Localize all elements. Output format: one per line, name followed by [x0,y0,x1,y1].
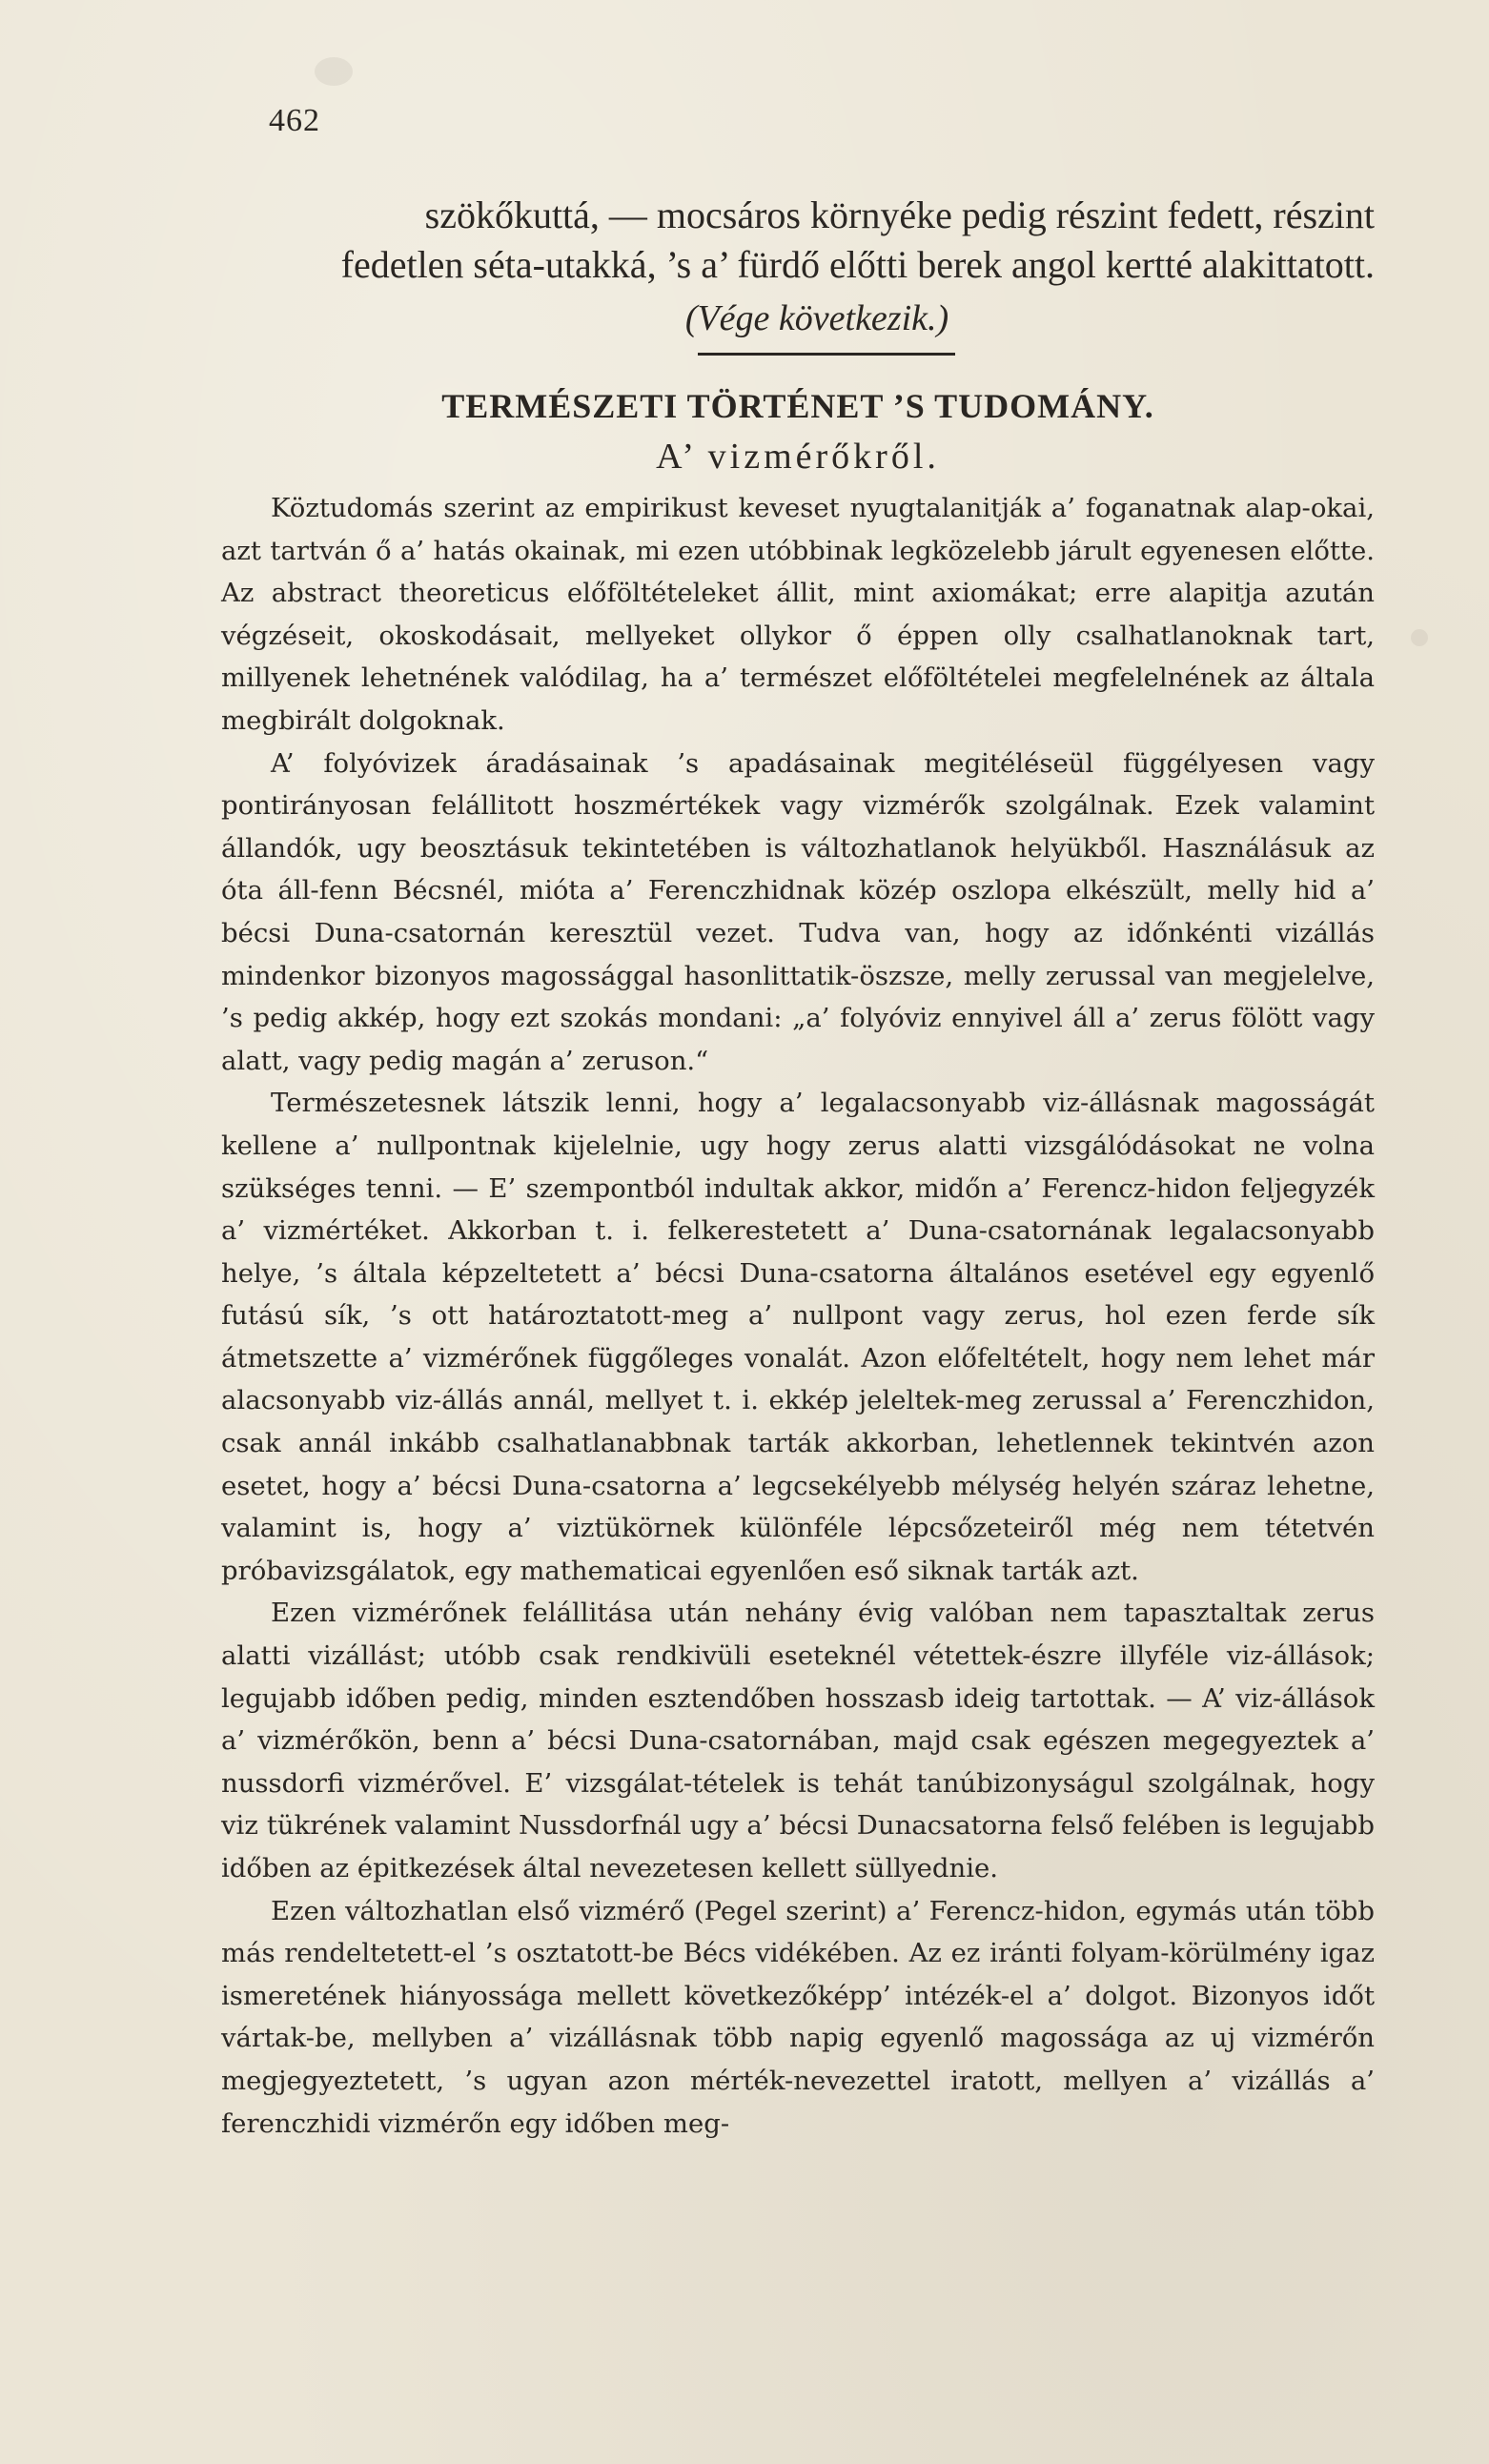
page-number: 462 [269,103,320,138]
paragraph: A’ folyóvizek áradásainak ’s apadásainak megitéléseül függélyesen vagy pontirányosan felállitott hoszmértékek vagy vizmérők szolgálnak. Ezek valamint állandók, ugy beosztásuk tekintetében is változhatlanok helyükből. Használásuk az óta áll-fenn Bécsnél, mióta a’ Ferenczhidnak közép oszlopa elkészült, melly hid a’ bécsi Duna-csatornán keresztül vezet. Tudva van, hogy az időnkénti vizállás mindenkor bizonyos magossággal hasonlittatik-öszsze, melly zerussal van megjelelve, ’s pedig akkép, hogy ezt szokás mondani: „a’ folyóviz ennyivel áll a’ zerus fölött vagy alatt, vagy pedig magán a’ zeruson.“ [221,747,1375,1076]
paper-stain [315,57,353,86]
paragraph: Ezen változhatlan első vizmérő (Pegel szerint) a’ Ferencz-hidon, egymás után több más rendeltetett-el ’s osztatott-be Bécs vidékében. Az ez iránti folyam-körülmény igaz ismeretének hiányossága mellett következőképp’ intézék-el a’ dolgot. Bizonyos időt vártak-be, mellyben a’ vizállásnak több napig egyenlő magossága az uj vizmérőn megjegyeztetett, ’s ugyan azon mérték-nevezettel iratott, mellyen a’ vizállás a’ ferenczhidi vizmérőn egy időben meg- [221,1895,1375,2139]
paragraph: Ezen vizmérőnek felállitása után nehány évig valóban nem tapasztaltak zerus alatti vizállást; utóbb csak rendkivüli eseteknél vétettek-észre illyféle viz-állások; legujabb időben pedig, minden esztendőben hosszasb ideig tartottak. — A’ viz-állások a’ vizmérőkön, benn a’ bécsi Duna-csatornában, majd csak egészen megegyeztek a’ nussdorfi vizmérővel. E’ vizsgálat-tételek is tehát tanúbizonyságul szolgálnak, hogy viz tükrének valamint Nussdorfnál ugy a’ bécsi Dunacsatorna felső felében is legujabb időben az épitkezések által nevezetesen kellett süllyednie. [221,1598,1375,1884]
section-title: TERMÉSZETI TÖRTÉNET ’S TUDOMÁNY. [441,387,1154,425]
article-title: A’ vizmérőkről. [656,437,940,477]
continued-text-line: fedetlen séta-utakká, ’s a’ fürdő előtti berek angol kertté alakittatott. [340,243,1375,286]
paragraph: Természetesnek látszik lenni, hogy a’ legalacsonyabb viz-állásnak magosságát kellene a’ nullpontnak kijelelnie, ugy hogy zerus alatti vizsgálódásokat ne volna szükséges tenni. — E’ szempontból indultak akkor, midőn a’ Ferencz-hidon feljegyzék a’ vizmértéket. Akkorban t. i. felkerestetett a’ Duna-csatornának legalacsonyabb helye, ’s általa képzeltetett a’ bécsi Duna-csatorna általános esetével egy egyenlő futású sík, ’s ott határoztatott-meg a’ nullpont vagy zerus, hol ezen ferde sík átmetszette a’ vizmérőnek függőleges vonalát. Azon előfeltételt, hogy nem lehet már alacsonyabb viz-állás annál, mellyet t. i. ekkép jeleltek-meg zerussal a’ Ferenczhidon, csak annál inkább csalhatlanabbnak tarták akkorban, lehetlennek tekintvén azon esetet, hogy a’ bécsi Duna-csatorna a’ legcsekélyebb mélység helyén száraz lehetne, valamint is, hogy a’ viztükörnek különféle lépcsőzeteiről még nem tétetvén próbavizsgálatok, egy mathematicai egyenlően eső siknak tarták azt. [221,1088,1375,1586]
to-be-continued-note: (Vége következik.) [684,298,949,338]
text-column [221,191,1375,2145]
paragraph: Köztudomás szerint az empirikust keveset nyugtalanitják a’ foganatnak alap-okai, azt tartván ő a’ hatás okainak, mi ezen utóbbinak legközelebb járult egyenesen előtte. Az abstract theoreticus előföltételeket állit, mint axiomákat; erre alapitja azután végzéseit, okoskodásait, mellyeket ollykor ő éppen olly csalhatlanoknak tart, millyenek lehetnének valódilag, ha a’ természet előföltételei megfelelnének az általa megbirált dolgoknak. [221,493,1375,736]
paper-stain [1411,629,1428,646]
continued-text-line: szökőkuttá, — mocsáros környéke pedig részint fedett, részint [424,193,1375,236]
section-divider [698,353,955,356]
